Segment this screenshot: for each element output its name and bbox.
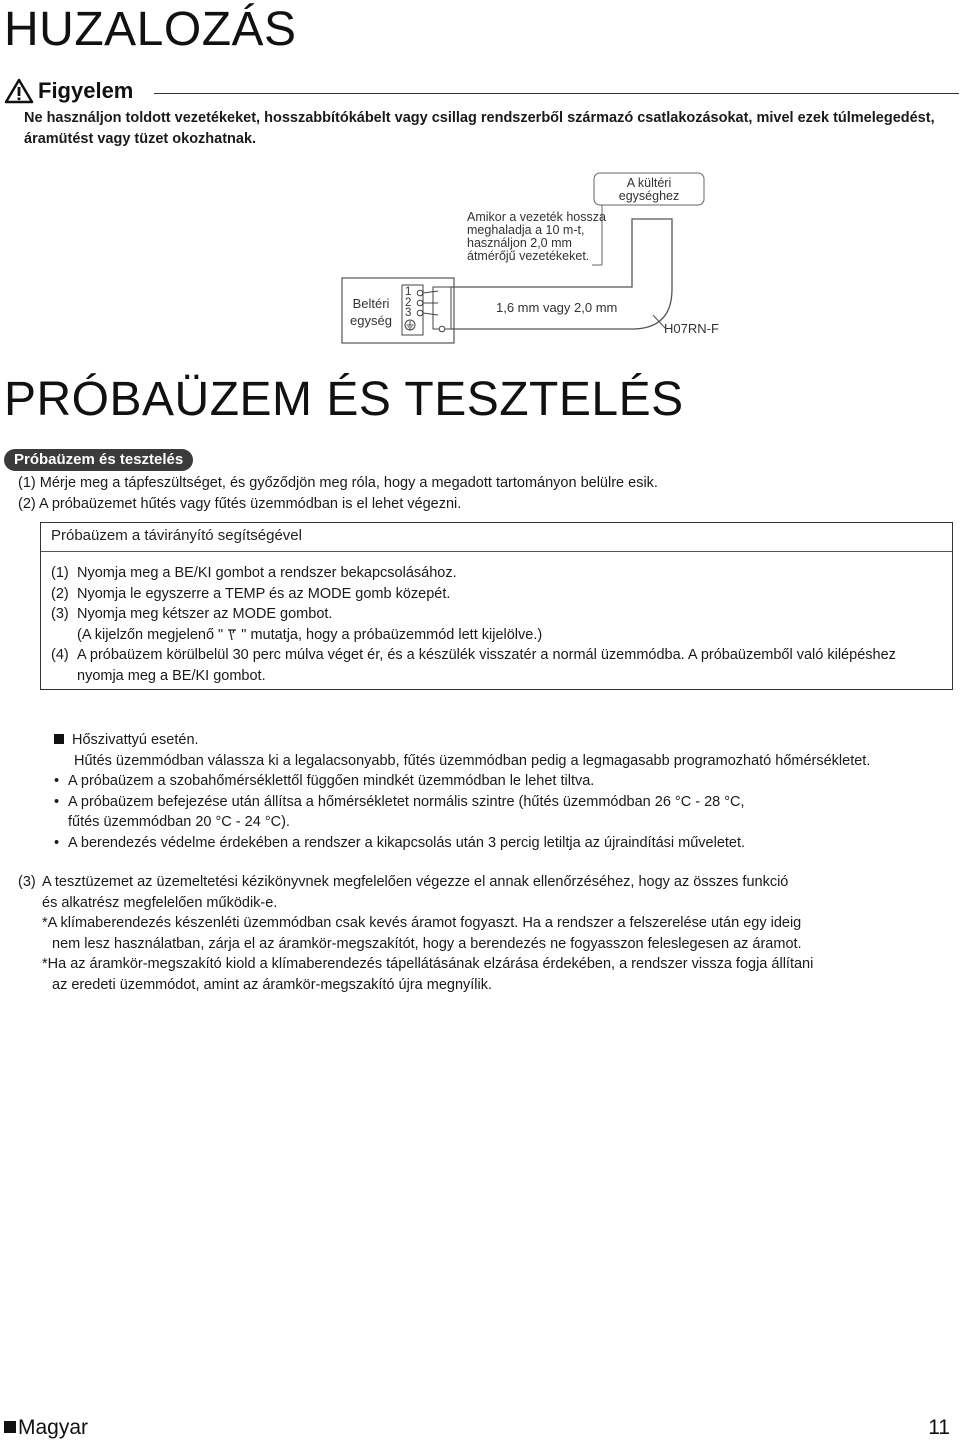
test-section-pill: Próbaüzem és tesztelés <box>4 449 193 471</box>
cable-type-label: H07RN-F <box>664 321 719 336</box>
remote-step-1: (1) Nyomja meg a BE/KI gombot a rendszer bekapcsolásához. <box>51 565 457 581</box>
test-item-1: (1) Mérje meg a tápfeszültséget, és győződjön meg róla, hogy a megadott tartományon belülre esik. <box>18 475 658 491</box>
test-item-3: (3) A tesztüzemet az üzemeltetési kézikönyvnek megfelelően végezze el annak ellenőrzéséhez, hogy az összes funkció és alkatrész megfelelően működik-e. *A klímaberendezés készenléti üzemmódban csak kevés áramot fogyaszt. Ha a rendszer a felszerelése után egy ideig nem lesz használatban, zárja el az áramkör-megszakítót, hogy a berendezés ne fogyasszon feleslegesen az áramot. *Ha az áramkör-megszakító kiold a klímaberendezés tápellátásának elzárása érdekében, a rendszer vissza fogja állítani az eredeti üzemmódot, amint az áramkör-megszakító újra megnyílik. <box>18 874 814 993</box>
remote-step-2: (2) Nyomja le egyszerre a TEMP és az MODE gomb közepét. <box>51 585 451 602</box>
remote-box-divider <box>41 551 952 552</box>
test-title: PRÓBAÜZEM ÉS TESZTELÉS <box>4 373 684 426</box>
remote-box-title: Próbaüzem a távirányító segítségével <box>51 527 302 544</box>
heatpump-bullet-2-cont: fűtés üzemmódban 20 °C - 24 °C). <box>68 814 290 830</box>
footer-language: Magyar <box>4 1416 88 1440</box>
remote-step-3: (3) Nyomja meg kétszer az MODE gombot. <box>51 606 333 622</box>
remote-step-3-note: (A kijelzőn megjelenő " " mutatja, hogy a próbaüzemmód lett kijelölve.) <box>77 626 543 643</box>
wiring-title: HUZALOZÁS <box>4 3 297 56</box>
heatpump-bullet-1: • A próbaüzem a szobahőmérséklettől függően mindkét üzemmódban le lehet tiltva. <box>54 773 595 789</box>
warning-triangle-icon <box>4 78 34 104</box>
heatpump-bullet-2: • A próbaüzem befejezése után állítsa a hőmérsékletet normális szintre (hűtés üzemmódban 26 °C - 28 °C, <box>54 793 745 810</box>
heatpump-section <box>54 730 954 853</box>
square-bullet-icon <box>4 1421 16 1433</box>
test-item-2: (2) A próbaüzemet hűtés vagy fűtés üzemmódban is el lehet végezni. <box>18 496 462 512</box>
wire-size-label: 1,6 mm vagy 2,0 mm <box>496 300 618 315</box>
to-outdoor-label: A kültéri egységhez <box>618 176 680 203</box>
warning-rule <box>154 93 959 94</box>
remote-step-4: (4) A próbaüzem körülbelül 30 perc múlva véget ér, és a készülék visszatér a normál üzemmódba. A próbaüzemből való kilépéshez nyomja meg a BE/KI gombot. <box>51 647 896 684</box>
cable-clamp <box>433 287 451 329</box>
page-number: 11 <box>928 1416 950 1439</box>
indoor-unit-label: Beltéri egység <box>350 296 392 328</box>
wire-leads <box>423 291 438 315</box>
test-mode-display-icon <box>227 627 237 641</box>
heatpump-line: Hűtés üzemmódban válassza ki a legalacsonyabb, fűtés üzemmódban pedig a legmagasabb programozható hőmérsékletet. <box>74 752 871 769</box>
length-note: Amikor a vezeték hossza meghaladja a 10 m-t, használjon 2,0 mm átmérőjű vezetékeket. <box>467 210 606 263</box>
warning-header <box>4 78 959 106</box>
remote-test-box <box>40 522 953 690</box>
remote-box-steps <box>51 563 941 686</box>
square-bullet-icon <box>54 734 64 744</box>
heatpump-bullet-3: • A berendezés védelme érdekében a rendszer a kikapcsolás után 3 percig letiltja az újraindítási műveletet. <box>54 834 746 851</box>
warning-text: Ne használjon toldott vezetékeket, hosszabbítókábelt vagy csillag rendszerből származó csatlakozásokat, mivel ezek túlmelegedést, áramütést vagy tüzet okozhatnak. <box>24 110 935 147</box>
warning-title: Figyelem <box>38 78 141 104</box>
heatpump-heading: Hőszivattyú esetén. <box>54 730 954 751</box>
terminal-numbers: 1 2 3 <box>405 286 412 319</box>
